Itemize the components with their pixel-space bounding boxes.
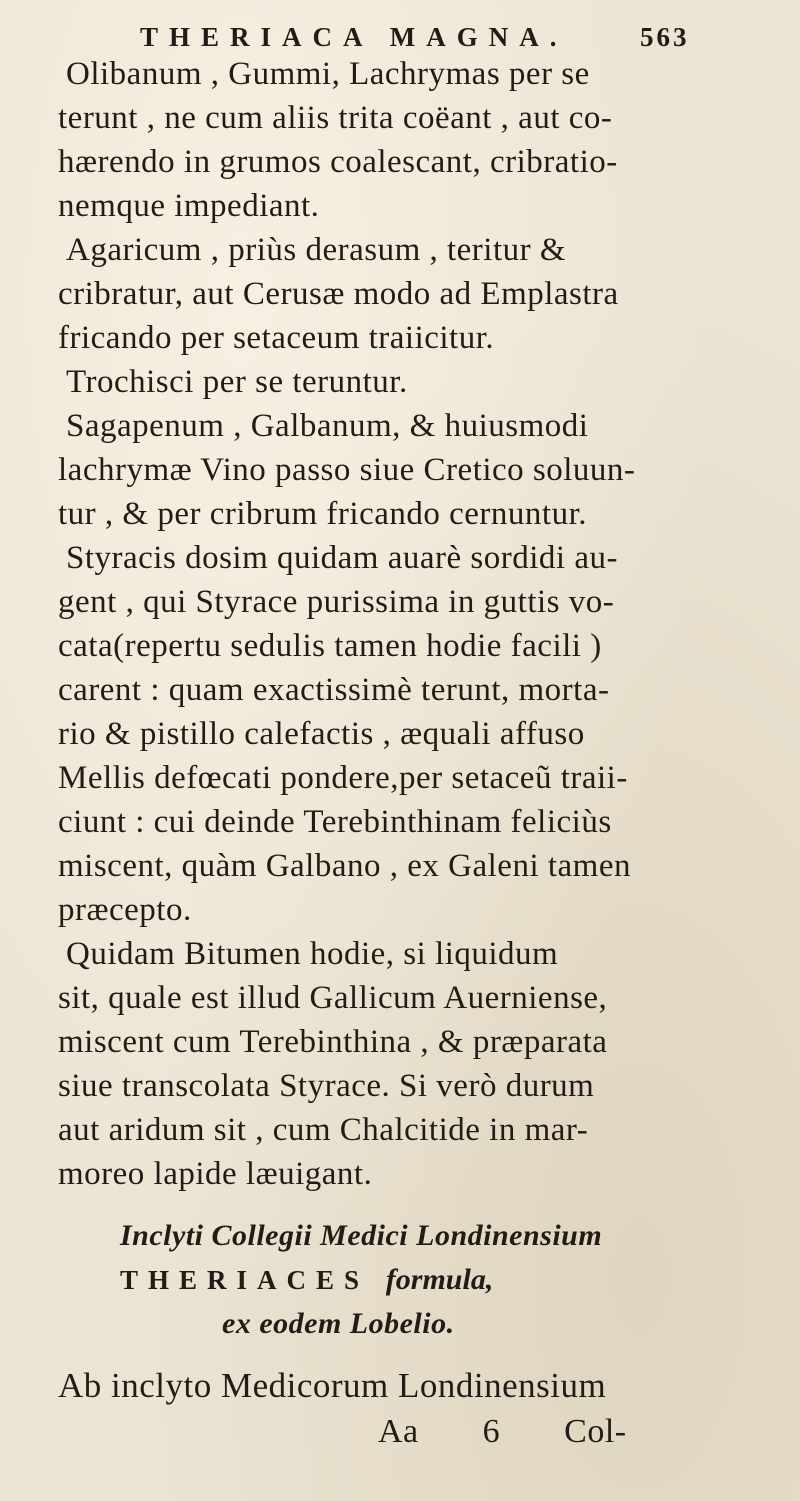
text-line: miscent cum Terebinthina , & præparata <box>58 1024 608 1060</box>
section-heading-line-1: Inclyti Collegii Medici Londinensium <box>120 1219 603 1252</box>
text-line: Olibanum , Gummi, Lachrymas per se <box>66 56 590 92</box>
text-line: moreo lapide læuigant. <box>58 1156 373 1192</box>
closing-line: Ab inclyto Medicorum Londinensium <box>58 1366 607 1405</box>
section-heading-line-3: ex eodem Lobelio. <box>222 1307 455 1340</box>
text-line: terunt , ne cum aliis trita coëant , aut co- <box>58 100 613 136</box>
section-heading-line-2 <box>120 1258 493 1302</box>
text-line: aut aridum sit , cum Chalcitide in mar- <box>58 1112 589 1148</box>
text-line: fricando per setaceum traiicitur. <box>58 320 495 356</box>
text-line: Quidam Bitumen hodie, si liquidum <box>66 936 559 972</box>
theriaces-caps: THERIACES <box>120 1265 370 1295</box>
signature-line <box>378 1410 627 1454</box>
text-line: Sagapenum , Galbanum, & huiusmodi <box>66 408 589 444</box>
text-line: sit, quale est illud Gallicum Auerniense, <box>58 980 608 1016</box>
text-line: Agaricum , priùs derasum , teritur & <box>66 232 567 268</box>
running-title: THERIACA MAGNA. <box>140 22 568 52</box>
signature-mark: Aa 6 <box>378 1413 501 1450</box>
catchword: Col- <box>564 1413 627 1450</box>
text-line: siue transcolata Styrace. Si verò durum <box>58 1068 595 1104</box>
text-line: nemque impediant. <box>58 188 320 224</box>
page-number: 563 <box>640 22 690 52</box>
text-line: tur , & per cribrum fricando cernuntur. <box>58 496 587 532</box>
text-line: Styracis dosim quidam auarè sordidi au- <box>66 540 618 576</box>
text-line: gent , qui Styrace purissima in guttis vo- <box>58 584 615 620</box>
text-line: cribratur, aut Cerusæ modo ad Emplastra <box>58 276 619 312</box>
text-line: miscent, quàm Galbano , ex Galeni tamen <box>58 848 631 884</box>
text-line: hærendo in grumos coalescant, cribratio- <box>58 144 618 180</box>
text-line: carent : quam exactissimè terunt, morta- <box>58 672 610 708</box>
text-line: Trochisci per se teruntur. <box>66 364 408 400</box>
formula-word: formula, <box>385 1263 494 1296</box>
text-line: rio & pistillo calefactis , æquali affuso <box>58 716 585 752</box>
text-line: ciunt : cui deinde Terebinthinam feliciùs <box>58 804 612 840</box>
text-line: Mellis defœcati pondere,per setaceũ traii- <box>58 760 628 796</box>
text-line: præcepto. <box>58 892 192 928</box>
text-line: lachrymæ Vino passo siue Cretico soluun- <box>58 452 636 488</box>
text-line: cata(repertu sedulis tamen hodie facili ) <box>58 628 602 664</box>
